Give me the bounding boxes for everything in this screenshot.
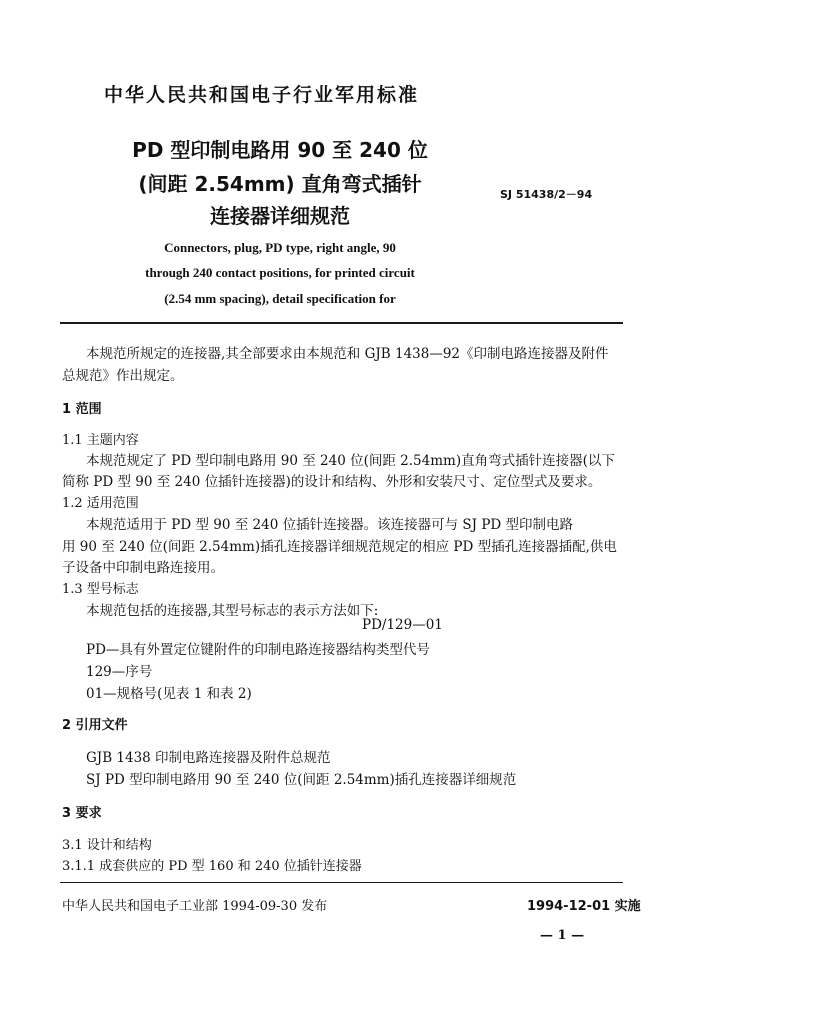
section-1-2-heading: 1.2 适用范围 xyxy=(62,496,139,511)
page-number: — 1 — xyxy=(540,928,585,943)
english-title-line-3: (2.54 mm spacing), detail specification for xyxy=(164,291,396,306)
section-1-1-heading: 1.1 主题内容 xyxy=(62,433,139,448)
section-3-1-heading: 3.1 设计和结构 xyxy=(62,838,152,853)
reference-2: SJ PD 型印制电路用 90 至 240 位(间距 2.54mm)插孔连接器详细规范 xyxy=(86,772,517,788)
section-1-heading: 1 范围 xyxy=(62,402,102,417)
section-3-1-1-heading: 3.1.1 成套供应的 PD 型 160 和 240 位插针连接器 xyxy=(62,859,362,874)
section-1-3-line-1: 本规范包括的连接器,其型号标志的表示方法如下: xyxy=(86,603,379,619)
section-2-heading: 2 引用文件 xyxy=(62,718,128,733)
english-title-line-1: Connectors, plug, PD type, right angle, 90 xyxy=(164,240,396,255)
section-1-1-line-2: 简称 PD 型 90 至 240 位插针连接器)的设计和结构、外形和安装尺寸、定位型式及要求。 xyxy=(62,474,602,490)
footer-divider xyxy=(60,882,623,883)
issued-by: 中华人民共和国电子工业部 1994-09-30 发布 xyxy=(62,899,328,914)
standard-code: SJ 51438/2－94 xyxy=(500,188,593,201)
model-definition-1: PD—具有外置定位键附件的印制电路连接器结构类型代号 xyxy=(86,642,430,658)
section-1-1-line-1: 本规范规定了 PD 型印制电路用 90 至 240 位(间距 2.54mm)直角弯式插针连接器(以下 xyxy=(86,453,615,469)
header-divider xyxy=(60,322,623,324)
section-3-heading: 3 要求 xyxy=(62,806,102,821)
model-definition-3: 01—规格号(见表 1 和表 2) xyxy=(86,686,252,702)
effective-date: 1994-12-01 实施 xyxy=(527,899,641,914)
section-1-2-line-1: 本规范适用于 PD 型 90 至 240 位插针连接器。该连接器可与 SJ PD 型印制电路 xyxy=(86,517,574,533)
english-title-line-2: through 240 contact positions, for printed circuit xyxy=(145,265,415,280)
title-line-2: (间距 2.54mm) 直角弯式插针 xyxy=(138,172,422,196)
standard-organization: 中华人民共和国电子行业军用标准 xyxy=(104,84,420,106)
title-line-1: PD 型印制电路用 90 至 240 位 xyxy=(132,138,428,162)
section-1-2-line-3: 子设备中印制电路连接用。 xyxy=(62,560,224,576)
section-1-2-line-2: 用 90 至 240 位(间距 2.54mm)插孔连接器详细规范规定的相应 PD 型插孔连接器插配,供电 xyxy=(62,539,617,555)
model-example: PD/129—01 xyxy=(362,617,443,633)
intro-line-1: 本规范所规定的连接器,其全部要求由本规范和 GJB 1438—92《印制电路连接器及附件 xyxy=(86,346,609,362)
model-definition-2: 129—序号 xyxy=(86,664,153,680)
reference-1: GJB 1438 印制电路连接器及附件总规范 xyxy=(86,750,331,766)
intro-line-2: 总规范》作出规定。 xyxy=(62,368,184,384)
section-1-3-heading: 1.3 型号标志 xyxy=(62,582,139,597)
title-line-3: 连接器详细规范 xyxy=(210,204,350,228)
